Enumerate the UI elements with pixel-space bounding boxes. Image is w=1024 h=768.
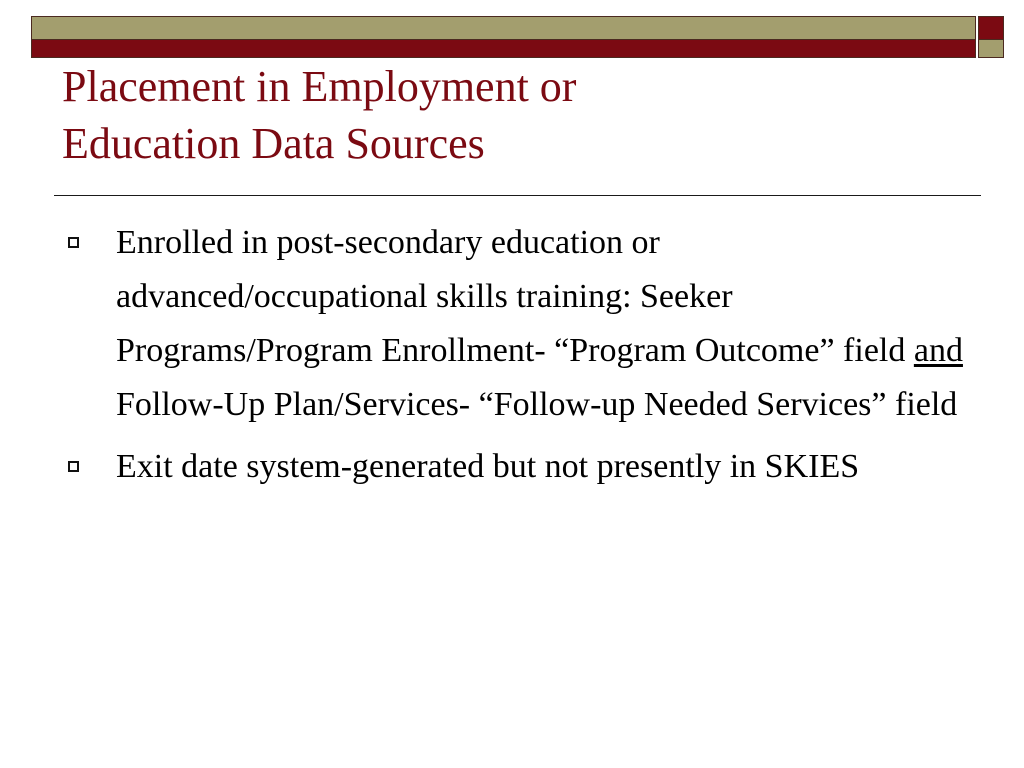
- bullet-1-text-before: Enrolled in post-secondary education or advanced/occupational skills training: Seeker Programs/Program Enrollment- “Program Outcome” field: [116, 224, 914, 369]
- bullet-text-2: Exit date system-generated but not presently in SKIES: [116, 448, 860, 485]
- header-bar-red: [31, 40, 976, 58]
- slide-title: [62, 58, 962, 172]
- bullet-text-1: [116, 224, 963, 423]
- slide-title-line-1: Placement in Employment or: [62, 62, 577, 111]
- header-bar-olive: [31, 16, 976, 40]
- title-divider: [54, 195, 981, 196]
- bullet-item-2: [68, 440, 968, 494]
- bullet-1-text-after: Follow-Up Plan/Services- “Follow-up Needed Services” field: [116, 386, 958, 423]
- hollow-square-bullet-icon: [68, 237, 79, 248]
- bullet-1-underlined-and: and: [913, 332, 963, 369]
- hollow-square-bullet-icon: [68, 461, 79, 472]
- bullet-item-1: [68, 216, 968, 432]
- bullet-list: [68, 216, 968, 502]
- header-square-olive: [978, 40, 1004, 58]
- header-square-red: [978, 16, 1004, 40]
- slide-title-line-2: Education Data Sources: [62, 119, 485, 168]
